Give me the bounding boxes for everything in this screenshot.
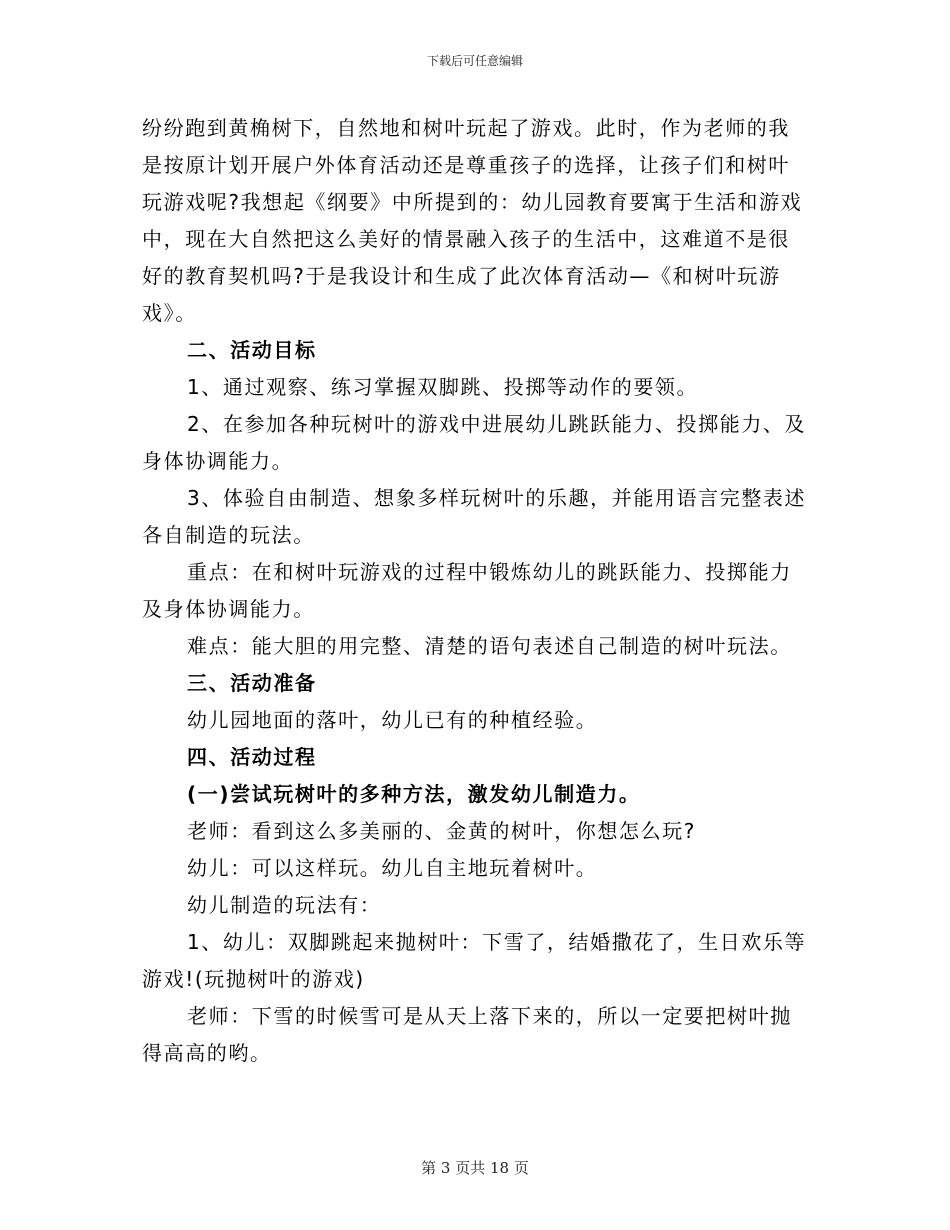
section-heading-preparation: 三、活动准备	[187, 671, 317, 695]
section-heading-goals: 二、活动目标	[187, 338, 317, 362]
dialogue-teacher-2: 老师：下雪的时候雪可是从天上落下来的，所以一定要把树叶抛得高高的哟。	[142, 1004, 792, 1065]
dialogue-child-1: 幼儿：可以这样玩。幼儿自主地玩着树叶。	[187, 856, 598, 880]
goal-item-2: 2、在参加各种玩树叶的游戏中进展幼儿跳跃能力、投掷能力、及身体协调能力。	[142, 412, 807, 473]
page-footer: 第 3 页共 18 页	[421, 1159, 529, 1177]
method-item-1: 1、幼儿：双脚跳起来抛树叶：下雪了，结婚撒花了，生日欢乐等游戏!(玩抛树叶的游戏)	[142, 930, 807, 991]
subsection-heading-1: (一)尝试玩树叶的多种方法，激发幼儿制造力。	[187, 782, 641, 806]
dialogue-teacher-1: 老师：看到这么多美丽的、金黄的树叶，你想怎么玩?	[187, 819, 697, 843]
page-header: 下载后可任意编辑	[426, 54, 523, 68]
difficulty-point: 难点：能大胆的用完整、清楚的语句表述自己制造的树叶玩法。	[187, 634, 792, 658]
methods-intro: 幼儿制造的玩法有：	[187, 893, 382, 917]
paragraph-intro: 纷纷跑到黄桷树下，自然地和树叶玩起了游戏。此时，作为老师的我是按原计划开展户外体育活动还是尊重孩子的选择，让孩子们和树叶玩游戏呢?我想起《纲要》中所提到的：幼儿园教育要寓于生活和游戏中，现在大自然把这么美好的情景融入孩子的生活中，这难道不是很好的教育契机吗?于是我设计和生成了此次体育活动—《和树叶玩游戏》。	[142, 116, 803, 325]
section-heading-process: 四、活动过程	[187, 745, 317, 769]
document-body	[142, 110, 810, 1072]
goal-item-1: 1、通过观察、练习掌握双脚跳、投掷等动作的要领。	[187, 375, 699, 399]
key-point: 重点：在和树叶玩游戏的过程中锻炼幼儿的跳跃能力、投掷能力及身体协调能力。	[142, 560, 792, 621]
preparation-text: 幼儿园地面的落叶，幼儿已有的种植经验。	[187, 708, 598, 732]
goal-item-3: 3、体验自由制造、想象多样玩树叶的乐趣，并能用语言完整表述各自制造的玩法。	[142, 486, 807, 547]
